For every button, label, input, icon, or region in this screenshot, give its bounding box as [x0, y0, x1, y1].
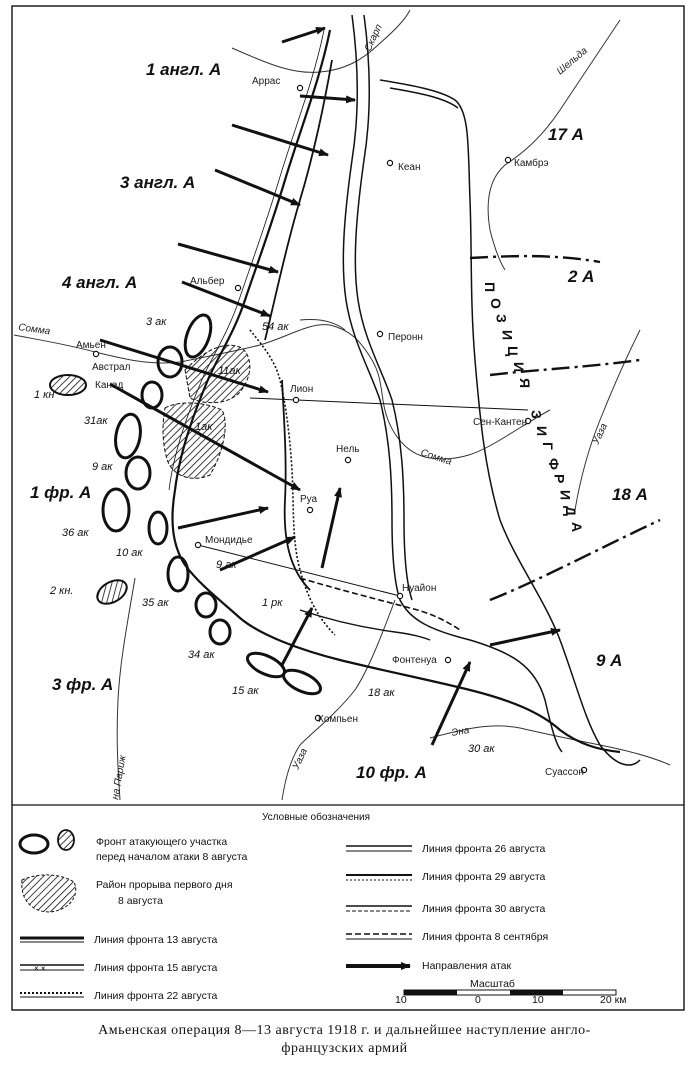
road-paris: на Париж	[110, 754, 129, 801]
arrow-2	[300, 96, 355, 100]
front-26-aug	[265, 60, 332, 340]
oval-35ak	[168, 557, 188, 591]
siegfried-letter: Ц	[505, 346, 522, 359]
siegfried-letter: Г	[540, 442, 556, 452]
town-dot-fontenua	[445, 657, 450, 662]
legend-attacks: Направления атак	[422, 960, 512, 972]
town-dot-arras	[297, 85, 302, 90]
arrow-1	[282, 28, 325, 42]
army-fr1: 1 фр. А	[30, 483, 92, 502]
caption-line-2: французских армий	[281, 1041, 408, 1056]
cavalry-1kn	[50, 375, 86, 395]
attack-arrows	[100, 28, 560, 745]
legend-line29: Линия фронта 29 августа	[422, 871, 546, 883]
siegfried-letter: П	[482, 282, 498, 295]
oval-15ak-a	[244, 648, 288, 681]
corps-9ak-a: 9 ак	[92, 461, 113, 473]
arrow-6	[182, 282, 270, 316]
army-ger18: 18 А	[612, 485, 648, 504]
town-dot-kambre	[505, 157, 510, 162]
legend-scale-0: 0	[475, 994, 481, 1006]
river-somma-east: Сомма	[419, 447, 453, 468]
town-dot-mondide	[195, 542, 200, 547]
siegfried-label	[482, 282, 585, 534]
town-fontenua: Фонтенуа	[392, 655, 437, 666]
arrow-14	[490, 630, 560, 645]
corps-1rk: 1 рк	[262, 597, 283, 609]
town-kean: Кеан	[398, 162, 421, 173]
siegfried-letter: З	[528, 410, 545, 421]
oval-31ak	[112, 412, 143, 459]
legend-oval-icon	[20, 835, 48, 853]
shelda-river	[488, 20, 620, 270]
legend-scale-10b: 10	[532, 994, 544, 1006]
town-dot-amien	[93, 351, 98, 356]
siegfried-letter: О	[487, 298, 504, 311]
army-ger2: 2 А	[568, 267, 595, 286]
army-eng3: 3 англ. А	[120, 173, 196, 192]
army-fr3: 3 фр. А	[52, 675, 114, 694]
corps-1ak: 1ак	[195, 421, 213, 433]
town-senkanten: Сен-Кантен	[473, 417, 528, 428]
legend-breakthrough-2: 8 августа	[118, 895, 163, 907]
siegfried-line-upper	[470, 256, 600, 262]
town-dot-lion	[293, 397, 298, 402]
corps-31ak: 31ак	[84, 415, 108, 427]
army-fr10: 10 фр. А	[356, 763, 427, 782]
corps-2kn: 2 кн.	[50, 585, 74, 597]
legend-line30: Линия фронта 30 августа	[422, 903, 546, 915]
army-eng1: 1 англ. А	[146, 60, 222, 79]
legend-line15: Линия фронта 15 августа	[94, 962, 218, 974]
legend-title: Условные обозначения	[262, 812, 371, 823]
corps-10ak: 10 ак	[116, 547, 143, 559]
river-uaza-north: Уаза	[590, 421, 610, 447]
siegfried-letter: Д	[563, 506, 580, 518]
arrow-12	[282, 608, 312, 665]
town-dot-kean	[387, 160, 392, 165]
town-alber: Альбер	[190, 276, 225, 287]
town-suasson: Суассон	[545, 767, 584, 778]
town-nel: Нель	[336, 444, 360, 455]
legend-line8sep: Линия фронта 8 сентября	[422, 931, 549, 943]
oval-10ak	[149, 512, 167, 544]
siegfried-letter: Ф	[545, 458, 562, 472]
legend-line15-x-marks: × ×	[34, 964, 46, 973]
siegfried-letter: И	[499, 330, 516, 343]
town-kompen: Компьен	[318, 714, 358, 725]
legend-front-start: Фронт атакующего участка	[96, 836, 228, 848]
railway-2	[355, 15, 412, 600]
army-ger17: 17 А	[548, 125, 584, 144]
corps-15ak: 15 ак	[232, 685, 259, 697]
corps-34ak: 34 ак	[188, 649, 215, 661]
cavalry-2kn	[93, 575, 131, 608]
legend-scale-10a: 10	[395, 994, 407, 1006]
legend-scale-fill-a	[404, 990, 457, 995]
town-kanad: Канад	[95, 380, 124, 391]
oval-36ak	[103, 489, 129, 531]
siegfried-letter: И	[534, 426, 551, 439]
town-mondide: Мондидье	[205, 535, 253, 546]
road-lion-senkanten	[250, 398, 528, 410]
oval-15ak-b	[280, 665, 324, 698]
arrow-9	[178, 508, 268, 528]
legend-line26: Линия фронта 26 августа	[422, 843, 546, 855]
legend-line22: Линия фронта 22 августа	[94, 990, 218, 1002]
town-nuayon: Нуайон	[402, 583, 437, 594]
river-uaza-south: Уаза	[290, 746, 310, 772]
town-avstral: Австрал	[92, 362, 131, 373]
town-peronn: Перонн	[388, 332, 423, 343]
army-eng4: 4 англ. А	[62, 273, 138, 292]
river-skarp: Скарп	[362, 22, 385, 54]
corps-3ak: 3 ак	[146, 316, 167, 328]
front-26-aug-b	[282, 380, 310, 590]
corps-1kn: 1 кн	[34, 389, 55, 401]
breakthrough-area-south	[163, 403, 225, 478]
arrow-3	[232, 125, 328, 155]
legend-breakthrough: Район прорыва первого дня	[96, 879, 233, 891]
corps-54ak: 54 ак	[262, 321, 289, 333]
town-dot-rua	[307, 507, 312, 512]
town-dot-alber	[235, 285, 240, 290]
corps-18ak: 18 ак	[368, 687, 395, 699]
legend-cavalry-icon	[58, 830, 74, 850]
front-22-aug	[250, 330, 335, 635]
oval-34ak-b	[210, 620, 230, 644]
uaza-river-north	[575, 330, 640, 510]
town-dot-peronn	[377, 331, 382, 336]
town-dot-nel	[345, 457, 350, 462]
corps-9ak-b: 9 ак	[216, 559, 237, 571]
siegfried-letter: А	[569, 522, 585, 535]
map-caption	[0, 1022, 689, 1058]
legend-scale-20: 20 км	[600, 994, 627, 1006]
caption-line-1: Амьенская операция 8—13 августа 1918 г. и дальнейшее наступление англо-	[98, 1023, 591, 1038]
army-ger9: 9 А	[596, 651, 623, 670]
siegfried-letter: Я	[516, 378, 533, 391]
corps-11ak: 11ак	[218, 365, 241, 377]
river-ena: Эна	[450, 724, 471, 739]
town-arras: Аррас	[252, 76, 281, 87]
river-shelda: Шельда	[554, 45, 590, 78]
legend-line13: Линия фронта 13 августа	[94, 934, 218, 946]
town-rua: Руа	[300, 494, 318, 505]
arrow-11	[322, 488, 340, 568]
siegfried-letter: З	[493, 314, 510, 325]
siegfried-letter: И	[511, 362, 527, 375]
corps-35ak: 35 ак	[142, 597, 169, 609]
town-lion: Лион	[290, 384, 314, 395]
siegfried-letter: И	[557, 490, 574, 503]
legend-front-start-2: перед началом атаки 8 августа	[96, 851, 248, 863]
legend-breakthrough-icon	[22, 875, 76, 912]
corps-36ak: 36 ак	[62, 527, 89, 539]
legend-scale-title: Масштаб	[470, 978, 515, 990]
legend	[20, 811, 626, 1006]
town-amien: Амьен	[76, 340, 106, 351]
oval-34ak-a	[196, 593, 216, 617]
town-dot-nuayon	[397, 593, 402, 598]
railway-4	[390, 88, 458, 108]
corps-30ak: 30 ак	[468, 743, 495, 755]
town-kambre: Камбрэ	[514, 158, 549, 169]
river-somma-west: Сомма	[17, 322, 51, 338]
siegfried-letter: Р	[551, 474, 568, 486]
oval-9ak	[126, 457, 150, 489]
